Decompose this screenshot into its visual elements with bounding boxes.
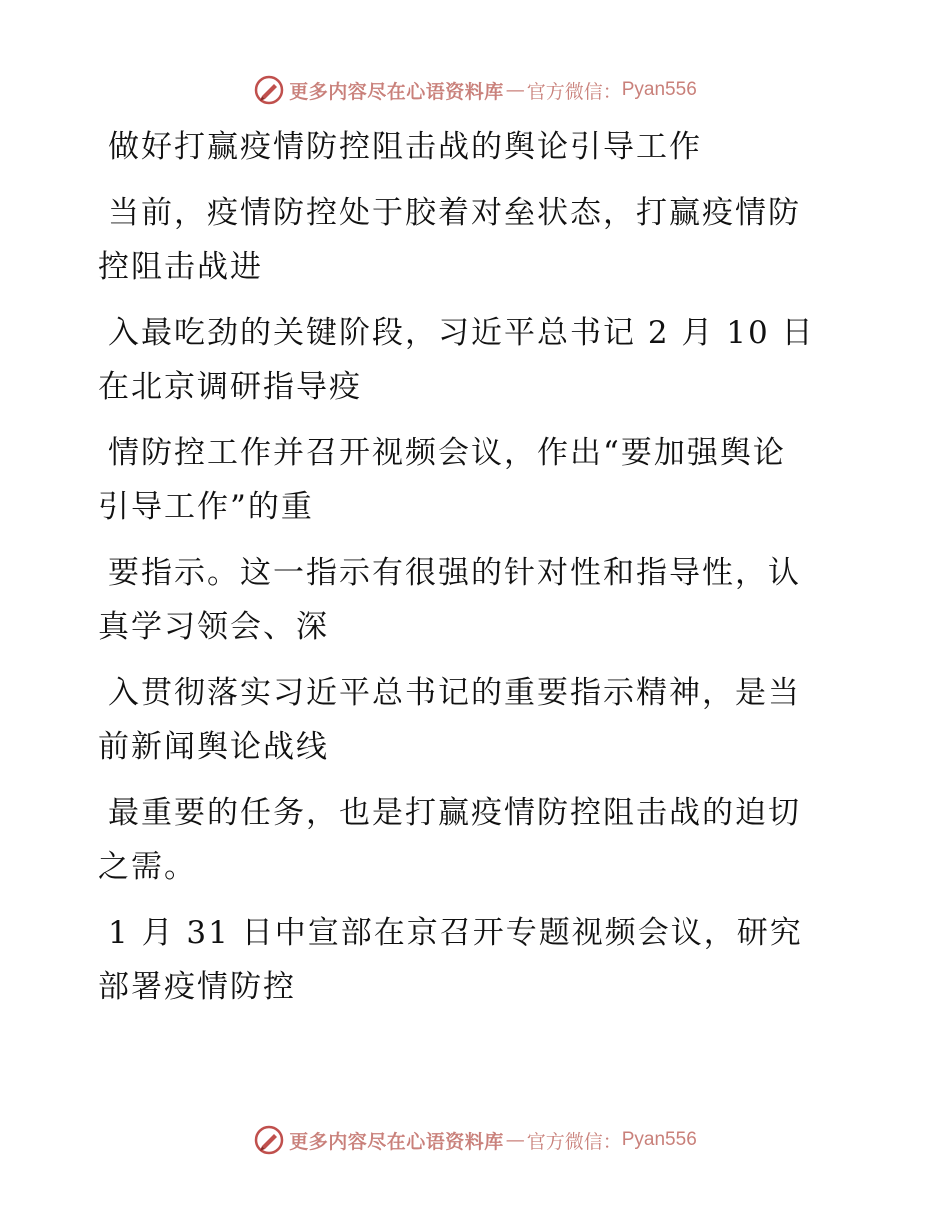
document-title: 做好打赢疫情防控阻击战的舆论引导工作 bbox=[108, 129, 702, 165]
banner-contact-id: Pyan556 bbox=[621, 1129, 697, 1150]
text-line: 引导工作”的重 bbox=[98, 489, 314, 525]
text-line: 最重要的任务，也是打赢疫情防控阻击战的迫切 bbox=[108, 795, 801, 831]
banner-separator: — bbox=[505, 1129, 525, 1151]
text-line: 真学习领会、深 bbox=[98, 609, 329, 645]
text-line: 在北京调研指导疫 bbox=[98, 369, 362, 405]
text-line: 入最吃劲的关键阶段，习近平总书记 2 月 10 日 bbox=[108, 315, 815, 351]
text-line: 部署疫情防控 bbox=[98, 969, 296, 1005]
banner-contact-label: 官方微信： bbox=[526, 80, 622, 103]
text-line: 控阻击战进 bbox=[98, 249, 263, 285]
footer-banner bbox=[0, 1120, 950, 1160]
banner-slogan: 更多内容尽在心语资料库 bbox=[289, 1130, 504, 1153]
pen-logo-icon bbox=[253, 74, 285, 106]
banner-contact-id: Pyan556 bbox=[621, 79, 697, 100]
text-line: 当前，疫情防控处于胶着对垒状态，打赢疫情防 bbox=[108, 195, 801, 231]
banner-slogan: 更多内容尽在心语资料库 bbox=[289, 80, 504, 103]
text-line: 前新闻舆论战线 bbox=[98, 729, 329, 765]
document-body bbox=[98, 120, 838, 1014]
text-line: 之需。 bbox=[98, 849, 197, 885]
pen-logo-icon bbox=[253, 1124, 285, 1156]
banner-contact-label: 官方微信： bbox=[526, 1130, 622, 1153]
header-banner bbox=[0, 70, 950, 110]
text-line: 情防控工作并召开视频会议，作出“要加强舆论 bbox=[108, 435, 786, 471]
text-line: 入贯彻落实习近平总书记的重要指示精神，是当 bbox=[108, 675, 801, 711]
text-line: 要指示。这一指示有很强的针对性和指导性，认 bbox=[108, 555, 801, 591]
text-line: 1 月 31 日中宣部在京召开专题视频会议，研究 bbox=[108, 915, 803, 951]
banner-separator: — bbox=[505, 79, 525, 101]
